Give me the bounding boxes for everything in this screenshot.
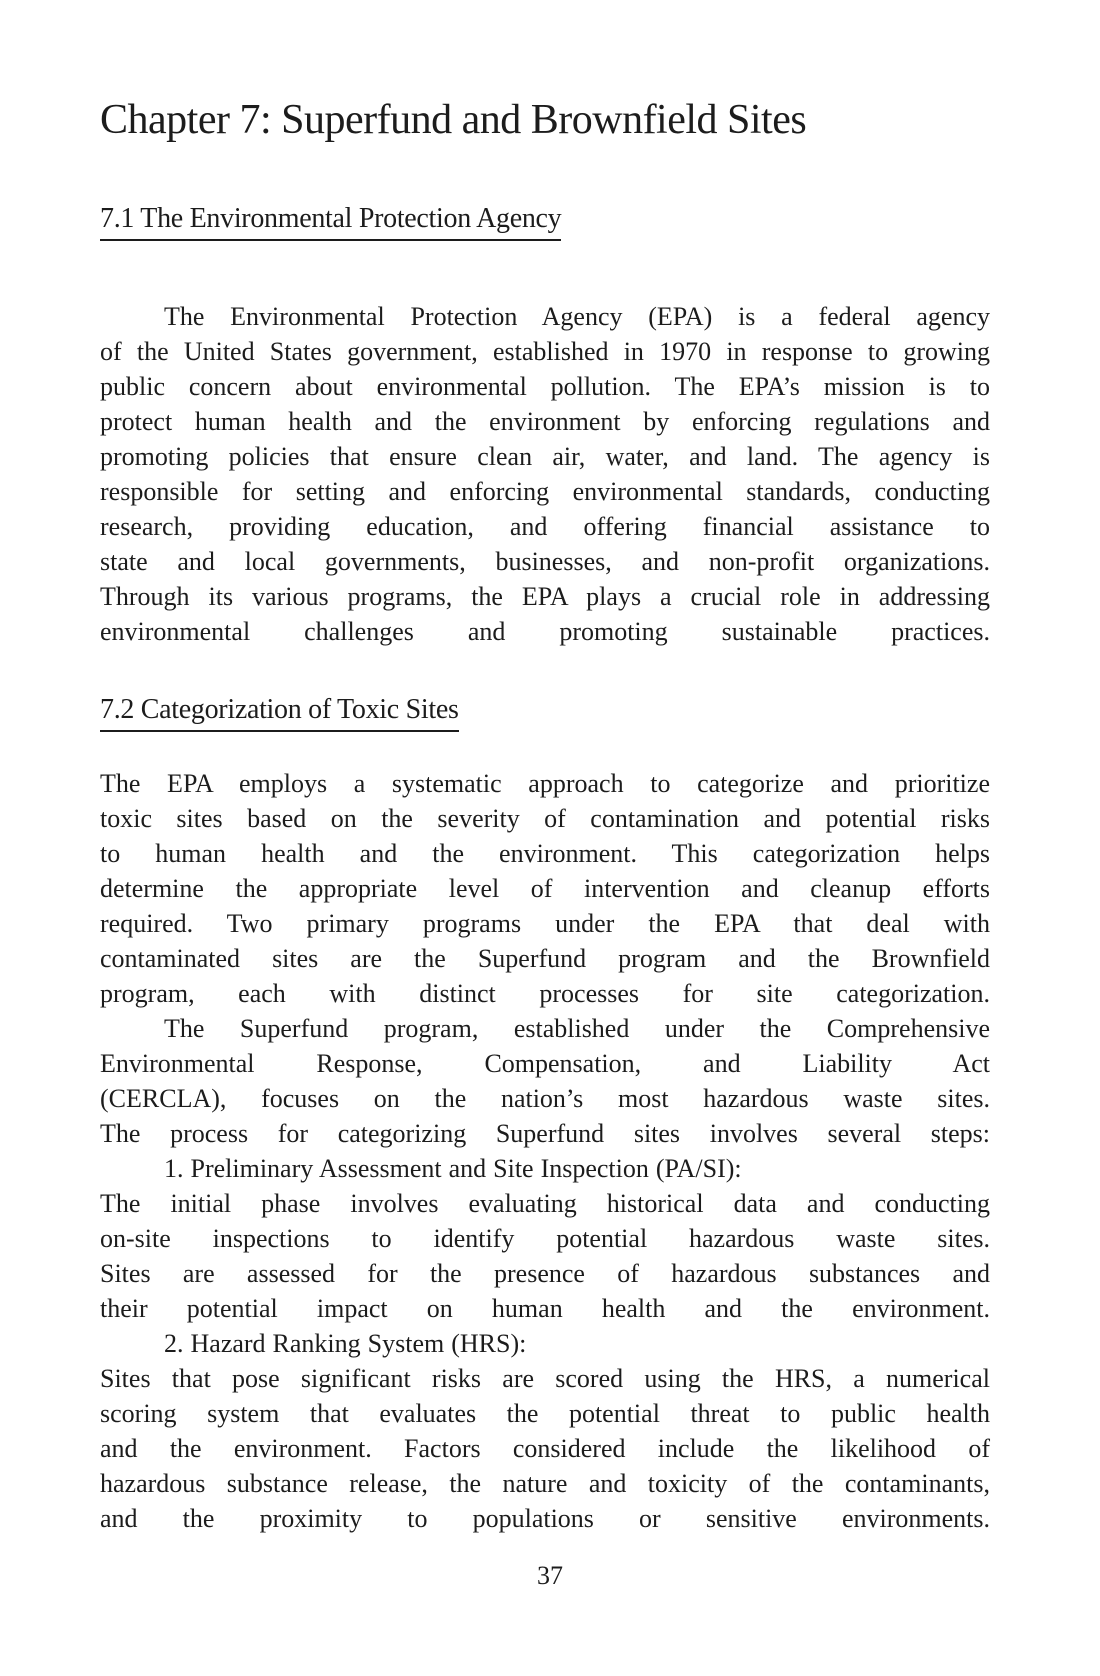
text-line: The initial phase involves evaluating historical data and conducting — [100, 1189, 990, 1218]
text-line: responsible for setting and enforcing environmental standards, conducting — [100, 477, 990, 506]
chapter-title: Chapter 7: Superfund and Brownfield Sites — [100, 97, 807, 143]
text-line: state and local governments, businesses, and non-profit organizations. — [100, 547, 990, 576]
text-line: protect human health and the environment by enforcing regulations and — [100, 407, 990, 436]
text-line: Environmental Response, Compensation, and Liability Act — [100, 1049, 990, 1078]
section — [100, 202, 990, 649]
text-line: environmental challenges and promoting sustainable practices. — [100, 617, 990, 646]
section-heading — [100, 693, 990, 732]
section-heading-text: 7.2 Categorization of Toxic Sites — [100, 693, 459, 732]
text-line: of the United States government, established in 1970 in response to growing — [100, 337, 990, 366]
text-line: Sites are assessed for the presence of hazardous substances and — [100, 1259, 990, 1288]
text-line: required. Two primary programs under the EPA that deal with — [100, 909, 990, 938]
section-heading — [100, 202, 990, 241]
text-line: public concern about environmental pollution. The EPA’s mission is to — [100, 372, 990, 401]
text-line: scoring system that evaluates the potential threat to public health — [100, 1399, 990, 1428]
text-line: research, providing education, and offering financial assistance to — [100, 512, 990, 541]
text-line: The Superfund program, established under the Comprehensive — [164, 1014, 990, 1043]
section — [100, 693, 990, 1536]
text-line: (CERCLA), focuses on the nation’s most hazardous waste sites. — [100, 1084, 990, 1113]
section-heading-text: 7.1 The Environmental Protection Agency — [100, 202, 561, 241]
text-line: Through its various programs, the EPA plays a crucial role in addressing — [100, 582, 990, 611]
text-line: hazardous substance release, the nature and toxicity of the contaminants, — [100, 1469, 990, 1498]
text-line: The EPA employs a systematic approach to categorize and prioritize — [100, 769, 990, 798]
text-line: their potential impact on human health and the environment. — [100, 1294, 990, 1323]
text-line: 1. Preliminary Assessment and Site Inspection (PA/SI): — [164, 1154, 742, 1183]
text-line: program, each with distinct processes for site categorization. — [100, 979, 990, 1008]
text-line: The Environmental Protection Agency (EPA) is a federal agency — [164, 302, 990, 331]
text-line: to human health and the environment. This categorization helps — [100, 839, 990, 868]
text-line: The process for categorizing Superfund sites involves several steps: — [100, 1119, 990, 1148]
text-line: promoting policies that ensure clean air, water, and land. The agency is — [100, 442, 990, 471]
text-line: toxic sites based on the severity of contamination and potential risks — [100, 804, 990, 833]
text-line: contaminated sites are the Superfund program and the Brownfield — [100, 944, 990, 973]
text-line: Sites that pose significant risks are scored using the HRS, a numerical — [100, 1364, 990, 1393]
text-line: 2. Hazard Ranking System (HRS): — [164, 1329, 527, 1358]
text-line: and the environment. Factors considered include the likelihood of — [100, 1434, 990, 1463]
text-line: determine the appropriate level of intervention and cleanup efforts — [100, 874, 990, 903]
text-line: and the proximity to populations or sensitive environments. — [100, 1504, 990, 1533]
sections — [100, 202, 990, 1536]
page-number: 37 — [537, 1561, 563, 1590]
text-line: on-site inspections to identify potential hazardous waste sites. — [100, 1224, 990, 1253]
